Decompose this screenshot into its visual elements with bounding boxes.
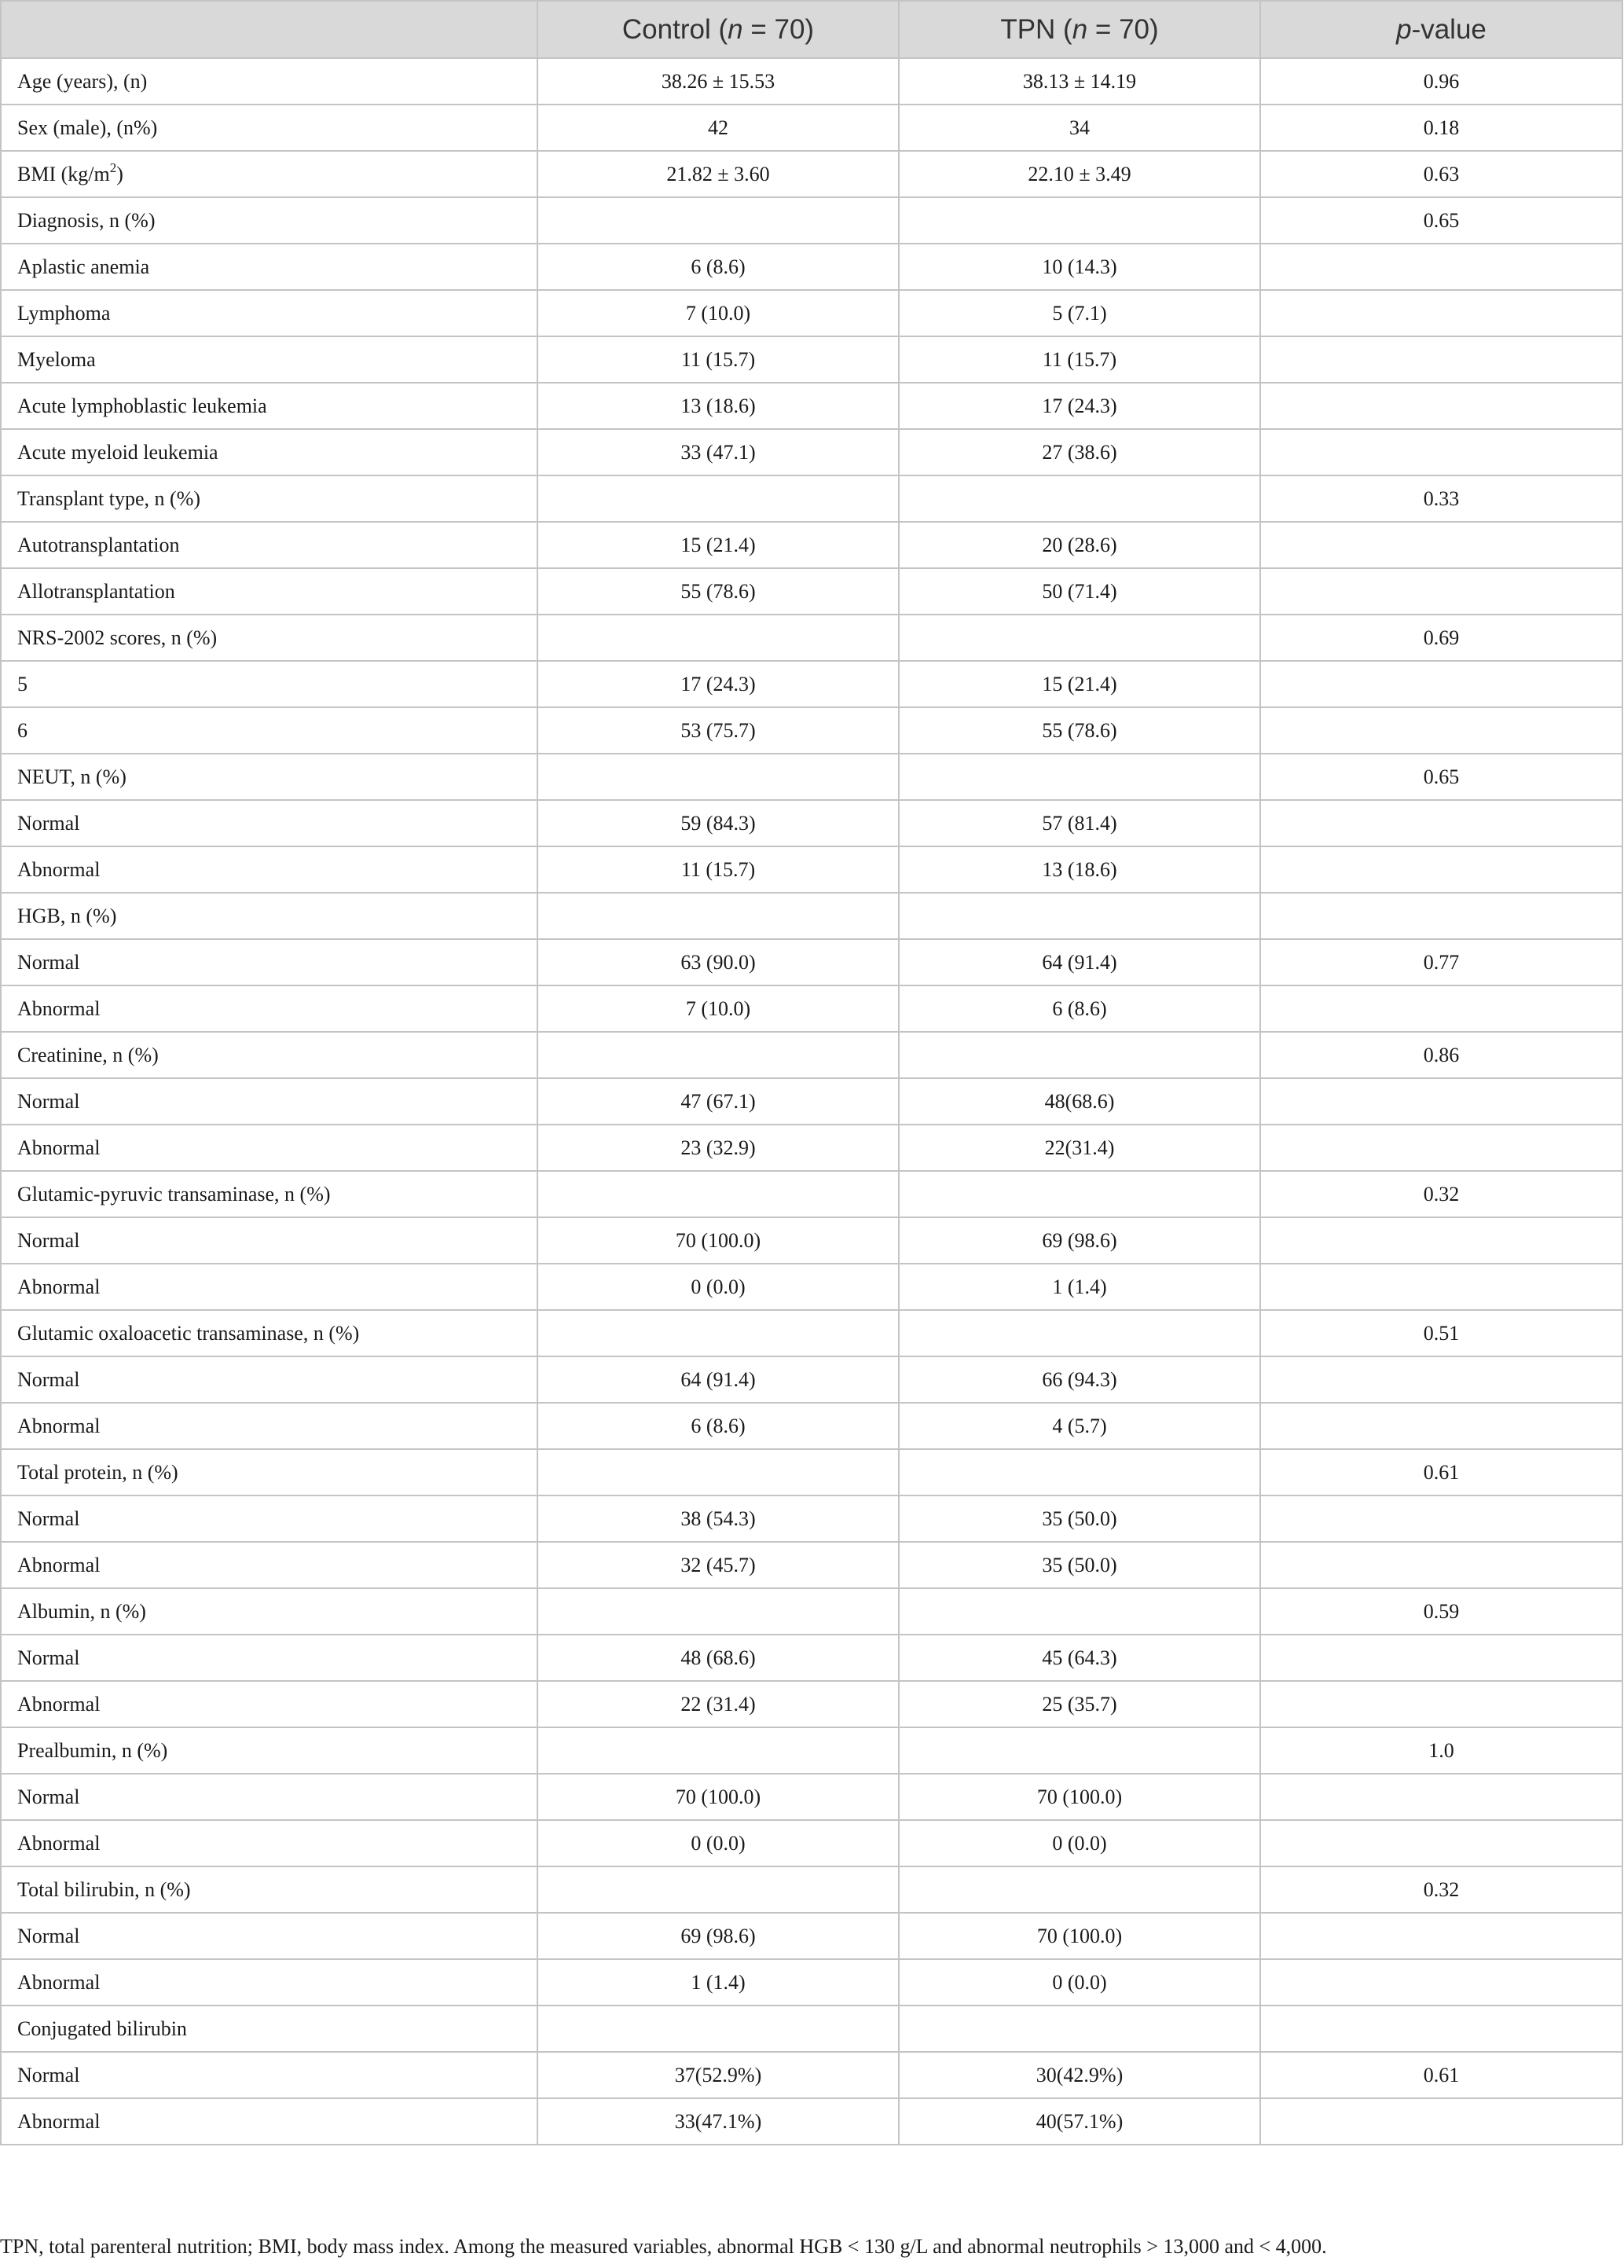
tpn-cell: 11 (15.7) [899,336,1260,383]
p-value-cell [1260,1774,1622,1820]
tpn-cell: 6 (8.6) [899,985,1260,1032]
tpn-cell: 38.13 ± 14.19 [899,58,1260,105]
p-value-cell: 0.32 [1260,1866,1622,1913]
control-cell [537,1032,899,1078]
row-label: Abnormal [1,1403,537,1449]
row-label: NRS-2002 scores, n (%) [1,615,537,661]
row-label: Glutamic oxaloacetic transaminase, n (%) [1,1310,537,1356]
tpn-cell: 50 (71.4) [899,568,1260,615]
tpn-cell [899,1449,1260,1495]
p-value-cell [1260,1125,1622,1171]
p-value-cell: 1.0 [1260,1727,1622,1774]
table-row [1,615,1622,661]
table-row [1,383,1622,429]
p-value-cell: 0.96 [1260,58,1622,105]
table-body [1,58,1622,2145]
table-row [1,58,1622,105]
p-value-cell [1260,1913,1622,1959]
row-label: Abnormal [1,846,537,893]
p-value-cell [1260,290,1622,336]
p-value-cell [1260,1820,1622,1866]
row-label: Creatinine, n (%) [1,1032,537,1078]
row-label: Normal [1,1635,537,1681]
control-cell: 48 (68.6) [537,1635,899,1681]
row-label: Sex (male), (n%) [1,105,537,151]
row-label: Age (years), (n) [1,58,537,105]
row-label: Abnormal [1,1542,537,1588]
tpn-cell: 17 (24.3) [899,383,1260,429]
control-cell: 7 (10.0) [537,290,899,336]
table-row [1,1820,1622,1866]
table-row [1,846,1622,893]
p-value-cell: 0.63 [1260,151,1622,197]
tpn-cell: 70 (100.0) [899,1913,1260,1959]
row-label: Total bilirubin, n (%) [1,1866,537,1913]
p-value-cell: 0.77 [1260,939,1622,985]
p-value-cell: 0.65 [1260,754,1622,800]
table-row [1,1403,1622,1449]
control-cell: 21.82 ± 3.60 [537,151,899,197]
p-value-cell: 0.51 [1260,1310,1622,1356]
table-row [1,1449,1622,1495]
table-row [1,1125,1622,1171]
row-label: Myeloma [1,336,537,383]
table-row [1,2098,1622,2145]
row-label: Normal [1,1913,537,1959]
tpn-cell: 0 (0.0) [899,1959,1260,2006]
row-label: 5 [1,661,537,707]
tpn-cell: 13 (18.6) [899,846,1260,893]
row-label: Abnormal [1,985,537,1032]
table-row [1,1959,1622,2006]
control-cell [537,1171,899,1217]
table-row [1,1913,1622,1959]
table-row [1,1356,1622,1403]
tpn-cell [899,475,1260,522]
row-label: Normal [1,800,537,846]
row-label: Abnormal [1,1681,537,1727]
table-footnote: TPN, total parenteral nutrition; BMI, body mass index. Among the measured variables, abnormal HGB < 130 g/L and abnormal neutrophils > 13,000 and < 4,000. [0,2235,1327,2258]
header-control: Control (n = 70) [537,1,899,58]
tpn-cell [899,1866,1260,1913]
p-value-cell: 0.61 [1260,2052,1622,2098]
row-label: Total protein, n (%) [1,1449,537,1495]
tpn-cell: 40(57.1%) [899,2098,1260,2145]
control-cell: 33 (47.1) [537,429,899,475]
p-value-cell [1260,985,1622,1032]
control-cell: 23 (32.9) [537,1125,899,1171]
p-value-cell [1260,1264,1622,1310]
p-value-cell [1260,1542,1622,1588]
row-label: Abnormal [1,2098,537,2145]
tpn-cell: 30(42.9%) [899,2052,1260,2098]
p-value-cell [1260,1217,1622,1264]
row-label: Albumin, n (%) [1,1588,537,1635]
control-cell: 32 (45.7) [537,1542,899,1588]
control-cell [537,1727,899,1774]
tpn-cell: 27 (38.6) [899,429,1260,475]
p-value-cell [1260,661,1622,707]
p-value-cell [1260,800,1622,846]
control-cell [537,475,899,522]
table-row [1,939,1622,985]
row-label: Abnormal [1,1820,537,1866]
row-label: BMI $(kg/m^2)$ [1,151,537,197]
p-value-cell [1260,1681,1622,1727]
p-value-cell: 0.33 [1260,475,1622,522]
table-row [1,1542,1622,1588]
p-value-cell: 0.69 [1260,615,1622,661]
row-label: Normal [1,1078,537,1125]
control-cell [537,893,899,939]
control-cell: 33(47.1%) [537,2098,899,2145]
table-header-row [1,1,1622,58]
control-cell: 53 (75.7) [537,707,899,754]
tpn-cell: 35 (50.0) [899,1542,1260,1588]
tpn-cell: 69 (98.6) [899,1217,1260,1264]
control-cell: 42 [537,105,899,151]
tpn-cell: 4 (5.7) [899,1403,1260,1449]
table-row [1,475,1622,522]
table-row [1,105,1622,151]
control-cell: 47 (67.1) [537,1078,899,1125]
p-value-cell: 0.86 [1260,1032,1622,1078]
tpn-cell [899,893,1260,939]
control-cell: 63 (90.0) [537,939,899,985]
p-value-cell [1260,893,1622,939]
control-cell: 37(52.9%) [537,2052,899,2098]
tpn-cell: 1 (1.4) [899,1264,1260,1310]
p-value-cell [1260,1356,1622,1403]
row-label: Abnormal [1,1125,537,1171]
tpn-cell [899,1310,1260,1356]
control-cell: 11 (15.7) [537,336,899,383]
row-label: Diagnosis, n (%) [1,197,537,244]
table-row [1,290,1622,336]
control-cell: 59 (84.3) [537,800,899,846]
tpn-cell: 22(31.4) [899,1125,1260,1171]
table-row [1,707,1622,754]
tpn-cell: 0 (0.0) [899,1820,1260,1866]
control-cell: 38.26 ± 15.53 [537,58,899,105]
tpn-cell: 64 (91.4) [899,939,1260,985]
row-label: Allotransplantation [1,568,537,615]
control-cell: 38 (54.3) [537,1495,899,1542]
control-cell: 55 (78.6) [537,568,899,615]
row-label: Normal [1,1217,537,1264]
row-label: Transplant type, n (%) [1,475,537,522]
tpn-cell: 15 (21.4) [899,661,1260,707]
p-value-cell [1260,1403,1622,1449]
table-row [1,244,1622,290]
control-cell: 0 (0.0) [537,1264,899,1310]
p-value-cell: 0.61 [1260,1449,1622,1495]
tpn-cell: 66 (94.3) [899,1356,1260,1403]
tpn-cell [899,1588,1260,1635]
table-row [1,661,1622,707]
table-row [1,1264,1622,1310]
control-cell: 70 (100.0) [537,1217,899,1264]
tpn-cell: 5 (7.1) [899,290,1260,336]
tpn-cell: 25 (35.7) [899,1681,1260,1727]
table-row [1,1681,1622,1727]
tpn-cell: 35 (50.0) [899,1495,1260,1542]
p-value-cell [1260,336,1622,383]
row-label: Aplastic anemia [1,244,537,290]
p-value-cell [1260,1078,1622,1125]
table-row [1,985,1622,1032]
p-value-cell [1260,2006,1622,2052]
table-row [1,2052,1622,2098]
tpn-cell [899,197,1260,244]
table-row [1,1866,1622,1913]
control-cell: 6 (8.6) [537,1403,899,1449]
p-value-cell [1260,1495,1622,1542]
control-cell: 1 (1.4) [537,1959,899,2006]
table-row [1,1310,1622,1356]
tpn-cell [899,2006,1260,2052]
control-cell [537,1449,899,1495]
tpn-cell: 22.10 ± 3.49 [899,151,1260,197]
tpn-cell: 57 (81.4) [899,800,1260,846]
header-p-value: p-value [1260,1,1622,58]
p-value-cell: 0.18 [1260,105,1622,151]
p-value-cell [1260,522,1622,568]
table-row [1,893,1622,939]
row-label: Normal [1,1356,537,1403]
p-value-cell [1260,2098,1622,2145]
table-row [1,568,1622,615]
table-row [1,1032,1622,1078]
table-row [1,1774,1622,1820]
control-cell: 64 (91.4) [537,1356,899,1403]
row-label: Lymphoma [1,290,537,336]
control-cell: 6 (8.6) [537,244,899,290]
tpn-cell: 48(68.6) [899,1078,1260,1125]
row-label: 6 [1,707,537,754]
tpn-cell: 55 (78.6) [899,707,1260,754]
control-cell [537,1588,899,1635]
tpn-cell: 20 (28.6) [899,522,1260,568]
control-cell [537,1866,899,1913]
table-row [1,754,1622,800]
table-row [1,522,1622,568]
control-cell: 15 (21.4) [537,522,899,568]
row-label: Normal [1,1495,537,1542]
table-row [1,429,1622,475]
p-value-cell [1260,846,1622,893]
table-row [1,2006,1622,2052]
row-label: HGB, n (%) [1,893,537,939]
tpn-cell: 70 (100.0) [899,1774,1260,1820]
p-value-cell [1260,244,1622,290]
control-cell [537,197,899,244]
table-row [1,1078,1622,1125]
tpn-cell [899,754,1260,800]
row-label: Abnormal [1,1959,537,2006]
control-cell [537,2006,899,2052]
row-label: NEUT, n (%) [1,754,537,800]
control-cell [537,1310,899,1356]
table-row [1,197,1622,244]
row-label: Normal [1,1774,537,1820]
header-variable [1,1,537,58]
tpn-cell [899,1727,1260,1774]
table-row [1,1217,1622,1264]
control-cell: 13 (18.6) [537,383,899,429]
control-cell: 70 (100.0) [537,1774,899,1820]
row-label: Conjugated bilirubin [1,2006,537,2052]
table-row [1,1727,1622,1774]
p-value-cell [1260,1959,1622,2006]
p-value-cell: 0.32 [1260,1171,1622,1217]
row-label: Autotransplantation [1,522,537,568]
p-value-cell [1260,429,1622,475]
p-value-cell [1260,383,1622,429]
row-label: Abnormal [1,1264,537,1310]
p-value-cell: 0.59 [1260,1588,1622,1635]
row-label: Normal [1,2052,537,2098]
control-cell: 69 (98.6) [537,1913,899,1959]
control-cell: 0 (0.0) [537,1820,899,1866]
row-label: Acute myeloid leukemia [1,429,537,475]
control-cell: 7 (10.0) [537,985,899,1032]
table-row [1,1495,1622,1542]
tpn-cell [899,1032,1260,1078]
p-value-cell: 0.65 [1260,197,1622,244]
control-cell: 11 (15.7) [537,846,899,893]
table-row [1,336,1622,383]
control-cell: 17 (24.3) [537,661,899,707]
table-row [1,1588,1622,1635]
tpn-cell: 34 [899,105,1260,151]
header-tpn: TPN (n = 70) [899,1,1260,58]
p-value-cell [1260,1635,1622,1681]
row-label: Prealbumin, n (%) [1,1727,537,1774]
table-row [1,151,1622,197]
tpn-cell: 45 (64.3) [899,1635,1260,1681]
table-row [1,1635,1622,1681]
tpn-cell: 10 (14.3) [899,244,1260,290]
row-label: Acute lymphoblastic leukemia [1,383,537,429]
table-row [1,800,1622,846]
row-label: Glutamic-pyruvic transaminase, n (%) [1,1171,537,1217]
table-row [1,1171,1622,1217]
row-label: Normal [1,939,537,985]
control-cell [537,754,899,800]
tpn-cell [899,615,1260,661]
p-value-cell [1260,568,1622,615]
p-value-cell [1260,707,1622,754]
control-cell: 22 (31.4) [537,1681,899,1727]
tpn-cell [899,1171,1260,1217]
control-cell [537,615,899,661]
